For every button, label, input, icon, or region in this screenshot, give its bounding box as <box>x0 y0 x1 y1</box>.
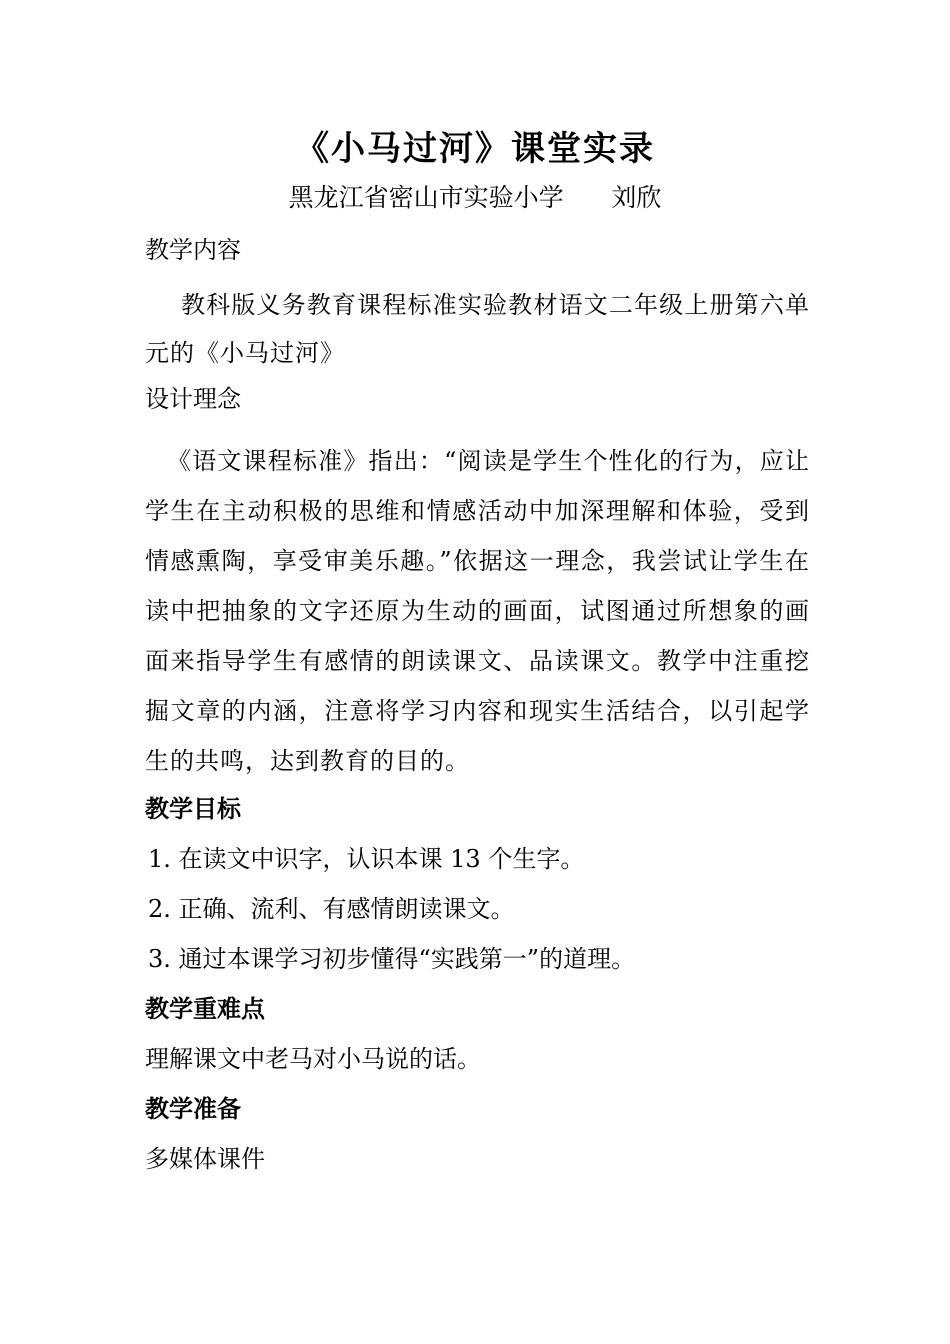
paragraph-teaching-content: 教科版义务教育课程标准实验教材语文二年级上册第六单元的《小马过河》 <box>145 291 810 367</box>
heading-teaching-goals: 教学目标 <box>145 795 241 823</box>
heading-teaching-prep: 教学准备 <box>145 1095 241 1123</box>
heading-key-points: 教学重难点 <box>145 995 265 1023</box>
document-title: 《小马过河》课堂实录 <box>295 129 655 169</box>
paragraph-design-concept: 《语文课程标准》指出：“阅读是学生个性化的行为，应让学生在主动积极的思维和情感活动中加深理解和体验，受到情感熏陶，享受审美乐趣。”依据这一理念，我尝试让学生在读中把抽象的文字还原为生动的画面，试图通过所想象的画面来指导学生有感情的朗读课文、品读课文。教学中注重挖掘文章的内涵，注意将学习内容和现实生活结合，以引起学生的共鸣，达到教育的目的。 <box>145 447 810 775</box>
document-subtitle: 黑龙江省密山市实验小学 刘欣 <box>288 183 662 212</box>
goal-item-3: 3. 通过本课学习初步懂得“实践第一”的道理。 <box>148 945 636 973</box>
heading-teaching-content: 教学内容 <box>145 236 241 264</box>
paragraph-teaching-prep: 多媒体课件 <box>145 1145 265 1173</box>
heading-design-concept: 设计理念 <box>145 385 241 413</box>
paragraph-key-points: 理解课文中老马对小马说的话。 <box>145 1045 481 1073</box>
goal-item-2: 2. 正确、流利、有感情朗读课文。 <box>148 895 515 923</box>
goal-item-1: 1. 在读文中识字，认识本课 13 个生字。 <box>148 845 585 873</box>
